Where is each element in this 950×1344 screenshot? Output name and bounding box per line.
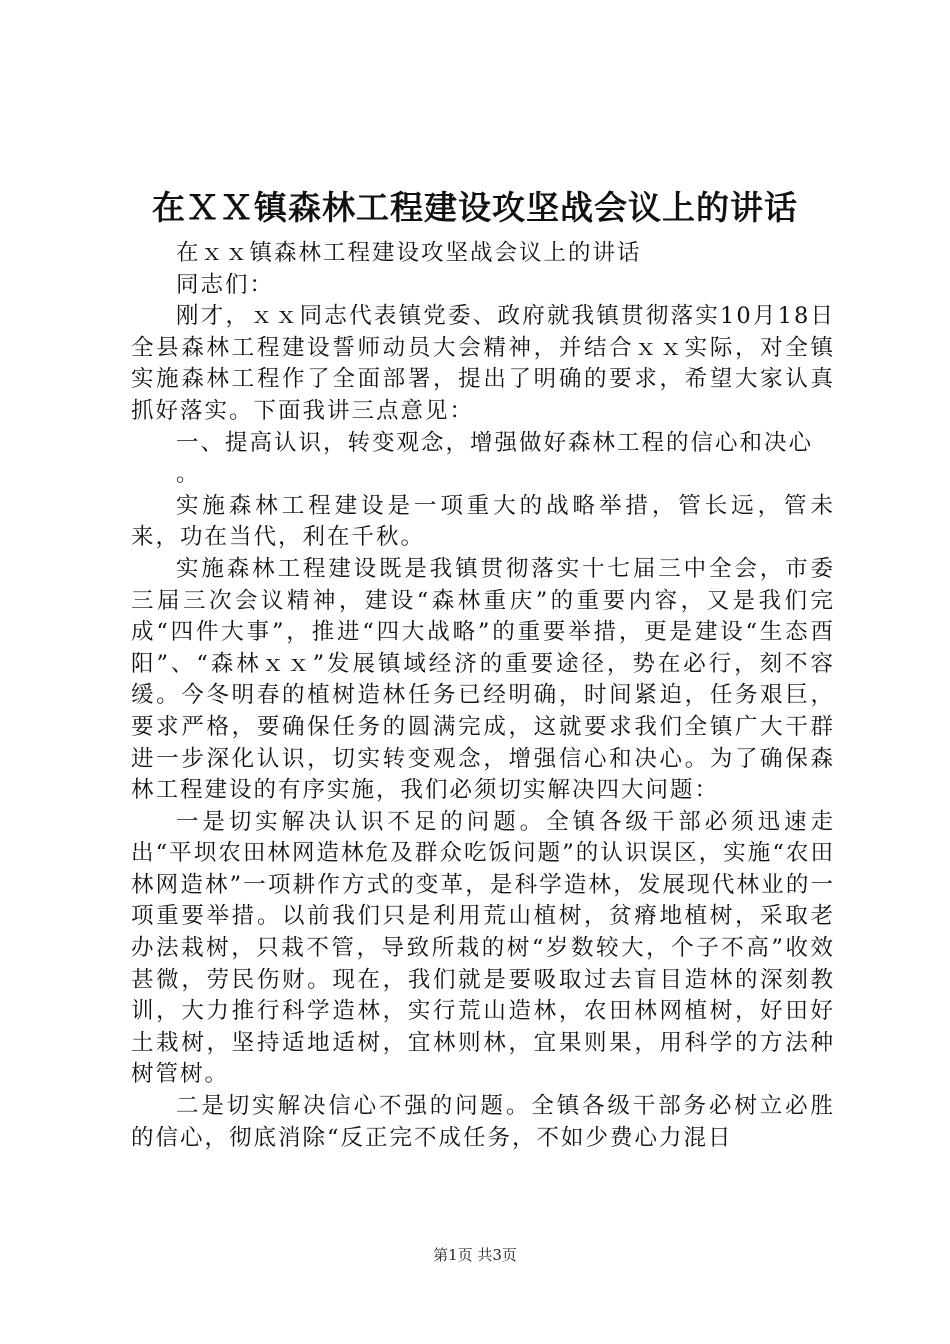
paragraph-section-heading: 一、提高认识，转变观念，增强做好森林工程的信心和决心 bbox=[176, 429, 814, 456]
paragraph-intro: 刚才，ｘｘ同志代表镇党委、政府就我镇贯彻落实10月18日全县森林工程建设誓师动员大会精神，并结合ｘｘ实际，对全镇实施森林工程作了全面部署，提出了明确的要求，希望大家认真抓好落实。下面我讲三点意见： bbox=[131, 303, 835, 424]
paragraph-subtitle: 在ｘｘ镇森林工程建设攻坚战会议上的讲话 bbox=[176, 240, 642, 266]
paragraph-period: 。 bbox=[176, 461, 201, 488]
paragraph-body: 实施森林工程建设既是我镇贯彻落实十七届三中全会，市委三届三次会议精神，建设“森林重庆”的重要内容，又是我们完成“四件大事”，推进“四大战略”的重要举措，更是建设“生态酉阳”、“森林ｘｘ”发展镇域经济的重要途径，势在必行，刻不容缓。今冬明春的植树造林任务已经明确，时间紧迫，任务艰巨，要求严格，要确保任务的圆满完成，这就要求我们全镇广大干群进一步深化认识，切实转变观念，增强信心和决心。为了确保森林工程建设的有序实施，我们必须切实解决四大问题： bbox=[131, 555, 835, 804]
paragraph-body: 实施森林工程建设是一项重大的战略举措，管长远，管未来，功在当代，利在千秋。 bbox=[131, 492, 835, 551]
page-footer: 第1页 共3页 bbox=[433, 1246, 517, 1264]
paragraph-salutation: 同志们： bbox=[176, 271, 275, 298]
paragraph-body: 二是切实解决信心不强的问题。全镇各级干部务必树立必胜的信心，彻底消除“反正完不成任务，不如少费心力混日 bbox=[131, 1093, 835, 1151]
paragraph-body: 一是切实解决认识不足的问题。全镇各级干部必须迅速走出“平坝农田林网造林危及群众吃饭问题”的认识误区，实施“农田林网造林”一项耕作方式的变革，是科学造林，发展现代林业的一项重要举措。以前我们只是利用荒山植树，贫瘠地植树，采取老办法栽树，只栽不管，导致所栽的树“岁数较大，个子不高”收效甚微，劳民伤财。现在，我们就是要吸取过去盲目造林的深刻教训，大力推行科学造林，实行荒山造林，农田林网植树，好田好土栽树，坚持适地适树，宜林则林，宜果则果，用科学的方法种树管树。 bbox=[131, 808, 835, 1088]
document-title: 在ＸＸ镇森林工程建设攻坚战会议上的讲话 bbox=[152, 188, 798, 227]
document-body bbox=[131, 238, 835, 1154]
